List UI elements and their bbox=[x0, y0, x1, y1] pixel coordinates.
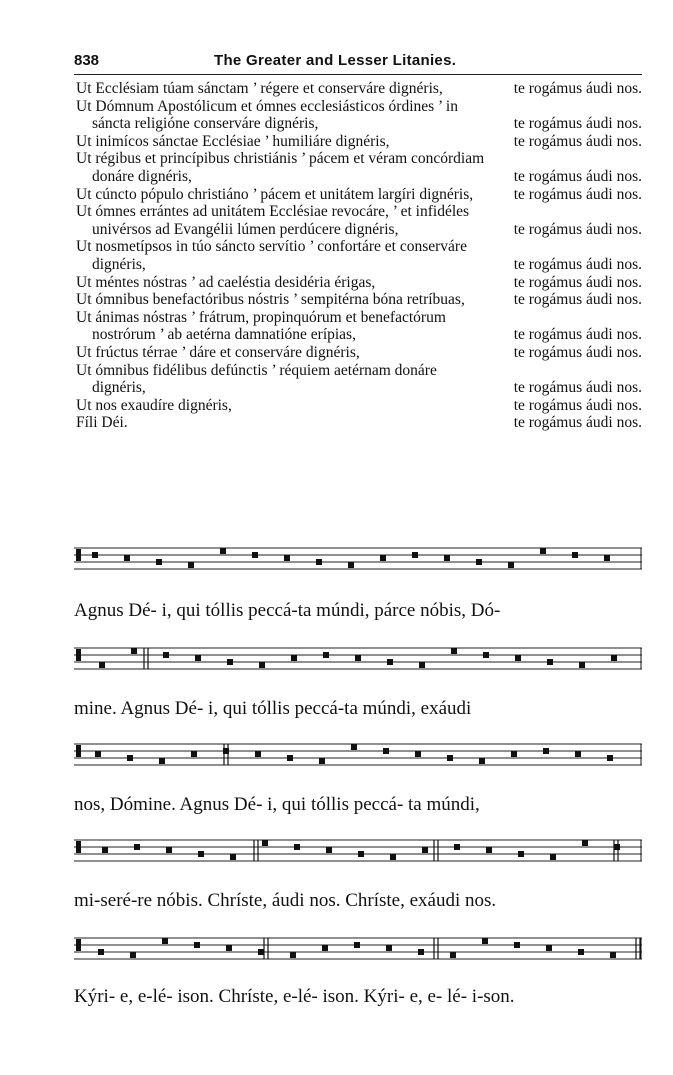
chant-note bbox=[514, 942, 520, 948]
chant-note bbox=[386, 945, 392, 951]
petition bbox=[76, 203, 642, 238]
chant-note bbox=[515, 655, 521, 661]
chant-note bbox=[444, 555, 450, 561]
chant-note bbox=[547, 659, 553, 665]
chant-note bbox=[380, 555, 386, 561]
chant-note bbox=[604, 555, 610, 561]
chant-note bbox=[162, 938, 168, 944]
petition-text: Ut frúctus térrae ’ dáre et conserváre dignéris, bbox=[76, 343, 360, 361]
chant-note bbox=[262, 840, 268, 846]
chant-note bbox=[326, 847, 332, 853]
petition-response: te rogámus áudi nos. bbox=[513, 414, 642, 432]
petition-text: Ut nos exaudíre dignéris, bbox=[76, 396, 232, 414]
petition bbox=[76, 309, 642, 344]
chant-note bbox=[610, 952, 616, 958]
chant-note bbox=[383, 748, 389, 754]
chant-note bbox=[486, 847, 492, 853]
chant-note bbox=[354, 942, 360, 948]
chant-note bbox=[163, 652, 169, 658]
chant-note bbox=[223, 748, 229, 754]
chant-note bbox=[166, 847, 172, 853]
chant-note bbox=[259, 662, 265, 668]
chant-note bbox=[191, 751, 197, 757]
chant-note bbox=[198, 851, 204, 857]
petition-list bbox=[76, 80, 642, 432]
petition-response: te rogámus áudi nos. bbox=[513, 379, 642, 397]
chant-note bbox=[290, 952, 296, 958]
chant-note bbox=[319, 758, 325, 764]
chant-note bbox=[195, 655, 201, 661]
chant-note bbox=[578, 949, 584, 955]
chant-note bbox=[482, 938, 488, 944]
chant-staff-3 bbox=[74, 738, 642, 772]
petition-response: te rogámus áudi nos. bbox=[513, 115, 642, 133]
header-rule bbox=[74, 74, 642, 75]
petition bbox=[76, 274, 642, 292]
chant-note bbox=[291, 655, 297, 661]
petition-response: te rogámus áudi nos. bbox=[513, 326, 642, 344]
petition-text: Ut cúncto pópulo christiáno ’ pácem et unitátem largíri dignéris, bbox=[76, 185, 474, 203]
petition-response: te rogámus áudi nos. bbox=[513, 167, 642, 185]
petition bbox=[76, 397, 642, 415]
chant-note bbox=[98, 949, 104, 955]
chant-note bbox=[479, 758, 485, 764]
chant-staff-4 bbox=[74, 834, 642, 868]
petition-text: Ut régibus et princípibus christiánis ’ pácem et véram concórdiam donáre dignéris, bbox=[76, 150, 485, 185]
chant-lyric-line-5: Kýri- e, e-lé- ison. Chríste, e-lé- ison. Kýri- e, e- lé- i-son. bbox=[74, 986, 515, 1007]
chant-note bbox=[358, 851, 364, 857]
petition-text: Ut inimícos sánctae Ecclésiae ’ humiliáre dignéris, bbox=[76, 132, 390, 150]
chant-note bbox=[550, 854, 556, 860]
petition-text: Ut Dómnum Apostólicum et ómnes ecclesiásticos órdines ’ in sáncta religióne conserváre dignéris, bbox=[76, 97, 458, 133]
chant-note bbox=[483, 652, 489, 658]
chant-note bbox=[476, 559, 482, 565]
chant-note bbox=[95, 751, 101, 757]
chant-lyric-line-1: Agnus Dé- i, qui tóllis peccá-ta múndi, párce nóbis, Dó- bbox=[74, 600, 501, 621]
chant-note bbox=[99, 662, 105, 668]
petition-text: Ut ómnibus fidélibus defúnctis ’ réquiem aetérnam donáre dignéris, bbox=[76, 361, 437, 397]
chant-lyric-line-2: mine. Agnus Dé- i, qui tóllis peccá-ta múndi, exáudi bbox=[74, 698, 472, 719]
petition bbox=[76, 80, 642, 98]
chant-lyric-line-4: mi-seré-re nóbis. Chríste, áudi nos. Chríste, exáudi nos. bbox=[74, 890, 497, 911]
chant-note bbox=[614, 844, 620, 850]
chant-note bbox=[418, 949, 424, 955]
chant-lyric-line-3: nos, Dómine. Agnus Dé- i, qui tóllis peccá- ta múndi, bbox=[74, 794, 480, 815]
chant-staff-5 bbox=[74, 932, 642, 966]
petition-response: te rogámus áudi nos. bbox=[513, 132, 642, 150]
petition-text: Fíli Déi. bbox=[76, 414, 128, 432]
chant-note bbox=[351, 744, 357, 750]
petition-response: te rogámus áudi nos. bbox=[513, 220, 642, 238]
petition bbox=[76, 238, 642, 273]
chant-note bbox=[572, 552, 578, 558]
staff-notation bbox=[74, 542, 642, 576]
chant-note bbox=[255, 751, 261, 757]
chant-note bbox=[575, 751, 581, 757]
petition bbox=[76, 186, 642, 204]
petition-response: te rogámus áudi nos. bbox=[513, 80, 642, 97]
chant-note bbox=[188, 562, 194, 568]
chant-note bbox=[450, 952, 456, 958]
chant-note bbox=[92, 552, 98, 558]
chant-note bbox=[390, 854, 396, 860]
chant-note bbox=[540, 548, 546, 554]
chant-note bbox=[607, 755, 613, 761]
staff-notation bbox=[74, 642, 642, 676]
petition bbox=[76, 362, 642, 397]
petition-text: Ut nosmetípsos in túo sáncto servítio ’ confortáre et conserváre dignéris, bbox=[76, 238, 467, 273]
page-header bbox=[74, 50, 642, 72]
petition-response: te rogámus áudi nos. bbox=[513, 273, 642, 291]
clef bbox=[76, 841, 81, 853]
running-title: The Greater and Lesser Litanies. bbox=[214, 52, 457, 69]
petition-text: Ut ánimas nóstras ’ frátrum, propinquórum et benefactórum nostrórum ’ ab aetérna damnatióne erípias, bbox=[76, 308, 446, 344]
chant-note bbox=[227, 659, 233, 665]
chant-note bbox=[451, 648, 457, 654]
petition-response: te rogámus áudi nos. bbox=[513, 396, 642, 414]
chant-staff-2 bbox=[74, 642, 642, 676]
staff-notation bbox=[74, 932, 642, 966]
petition-text: Ut méntes nóstras ’ ad caeléstia desidéria érigas, bbox=[76, 273, 376, 291]
chant-note bbox=[258, 949, 264, 955]
petition bbox=[76, 150, 642, 185]
chant-note bbox=[230, 854, 236, 860]
chant-note bbox=[127, 755, 133, 761]
chant-note bbox=[582, 840, 588, 846]
chant-note bbox=[130, 952, 136, 958]
chant-note bbox=[131, 648, 137, 654]
petition-text: Ut ómnibus benefactóribus nóstris ’ sempitérna bóna retríbuas, bbox=[76, 291, 465, 309]
page-number: 838 bbox=[74, 52, 100, 69]
chant-note bbox=[611, 655, 617, 661]
chant-note bbox=[546, 945, 552, 951]
chant-note bbox=[543, 748, 549, 754]
chant-note bbox=[511, 751, 517, 757]
chant-note bbox=[323, 652, 329, 658]
clef bbox=[76, 745, 81, 757]
staff-notation bbox=[74, 738, 642, 772]
chant-note bbox=[422, 847, 428, 853]
chant-note bbox=[287, 755, 293, 761]
chant-note bbox=[454, 844, 460, 850]
chant-note bbox=[159, 758, 165, 764]
petition-response: te rogámus áudi nos. bbox=[513, 255, 642, 273]
chant-note bbox=[316, 559, 322, 565]
clef bbox=[76, 649, 81, 661]
petition-text: Ut ómnes errántes ad unitátem Ecclésiae revocáre, ’ et infidéles univérsos ad Evangélii lúmen perdúcere dignéris, bbox=[76, 203, 470, 238]
chant-note bbox=[518, 851, 524, 857]
chant-note bbox=[387, 659, 393, 665]
chant-note bbox=[508, 562, 514, 568]
chant-note bbox=[294, 844, 300, 850]
clef bbox=[76, 549, 81, 561]
chant-note bbox=[415, 751, 421, 757]
chant-note bbox=[322, 945, 328, 951]
petition bbox=[76, 414, 642, 432]
chant-note bbox=[226, 945, 232, 951]
chant-note bbox=[419, 662, 425, 668]
chant-note bbox=[579, 662, 585, 668]
chant-note bbox=[194, 942, 200, 948]
chant-note bbox=[348, 562, 354, 568]
chant-note bbox=[134, 844, 140, 850]
chant-note bbox=[220, 548, 226, 554]
chant-note bbox=[252, 552, 258, 558]
chant-note bbox=[124, 555, 130, 561]
petition-text: Ut Ecclésiam túam sánctam ’ régere et conserváre dignéris, bbox=[76, 80, 443, 97]
chant-staff-1 bbox=[74, 542, 642, 576]
petition-response: te rogámus áudi nos. bbox=[513, 291, 642, 309]
chant-note bbox=[355, 655, 361, 661]
petition bbox=[76, 98, 642, 133]
chant-note bbox=[102, 847, 108, 853]
clef bbox=[76, 939, 81, 951]
petition bbox=[76, 344, 642, 362]
petition-response: te rogámus áudi nos. bbox=[513, 185, 642, 203]
staff-notation bbox=[74, 834, 642, 868]
chant-note bbox=[447, 755, 453, 761]
petition bbox=[76, 133, 642, 151]
chant-note bbox=[284, 555, 290, 561]
chant-note bbox=[156, 559, 162, 565]
petition bbox=[76, 291, 642, 309]
chant-note bbox=[412, 552, 418, 558]
petition-response: te rogámus áudi nos. bbox=[513, 343, 642, 361]
